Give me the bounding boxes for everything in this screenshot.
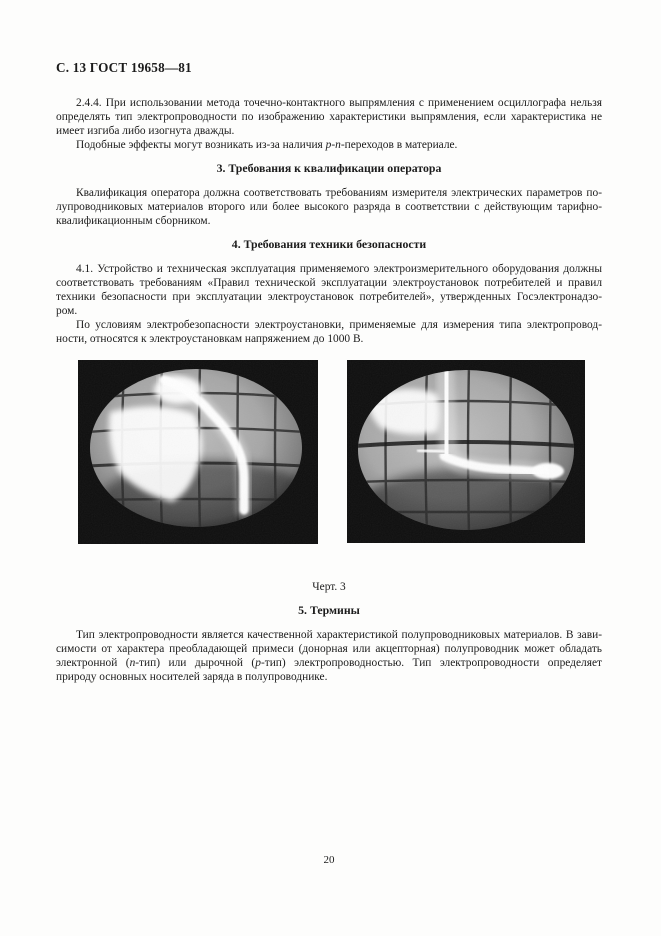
paragraph-terms bbox=[56, 628, 602, 684]
text-line: По условиям электробезопасности электроустановки, применяемые для измерения типа электропровод- bbox=[76, 319, 602, 331]
paragraph-4-1 bbox=[56, 262, 602, 346]
text-line-conductivity-types: электронной (n-тип) или дырочной (p-тип) электропроводностью. Тип электропроводности определяет bbox=[56, 657, 602, 669]
text-line-pn-junctions: Подобные эффекты могут возникать из-за наличия p-n-переходов в материале. bbox=[76, 139, 458, 151]
text-line: симости от характера преобладающей примеси (донорная или акцепторная) полупроводник может обладать bbox=[56, 643, 602, 655]
section-heading-safety: 4. Требования техники безопасности bbox=[231, 237, 427, 251]
film-grain bbox=[78, 360, 318, 544]
text-line: 2.4.4. При использовании метода точечно-контактного выпрямления с применением осциллографа нельзя bbox=[76, 97, 602, 109]
text-line: ром. bbox=[56, 305, 78, 317]
text-line: ности, относятся к электроустановкам напряжением до 1000 В. bbox=[56, 333, 364, 345]
film-grain bbox=[347, 360, 585, 543]
text-line: Тип электропроводности является качественной характеристикой полупроводниковых материалов. В зави- bbox=[76, 629, 602, 641]
paragraph-operator-qualification bbox=[56, 186, 602, 228]
text-line: соответствовать требованиям «Правил технической эксплуатации электроустановок потребителей и правил bbox=[56, 277, 602, 289]
text-line: природу основных носителей заряда в полупроводнике. bbox=[56, 671, 328, 683]
oscillogram-photo-1 bbox=[78, 360, 318, 544]
page-content bbox=[56, 60, 602, 867]
text-line: имеет изгиба либо изогнута дважды. bbox=[56, 125, 235, 137]
section-heading-terms: 5. Термины bbox=[298, 603, 360, 617]
oscillogram-photo-2 bbox=[347, 360, 585, 543]
text-line: квалификационным сборником. bbox=[56, 215, 211, 227]
text-line: Квалификация оператора должна соответствовать требованиям измерителя электрических параметров по- bbox=[76, 187, 602, 199]
figure-caption: Черт. 3 bbox=[312, 581, 346, 593]
text-line: определять тип электропроводности по изображению характеристики выпрямления, если характеристика не bbox=[56, 111, 602, 123]
text-line: лупроводниковых материалов второго или более высокого разряда в соответствии с действующим тарифно- bbox=[56, 201, 602, 213]
text-line: техники безопасности при эксплуатации электроустановок потребителей», утвержденных Госэлектронадзо- bbox=[56, 291, 602, 303]
figure-photos-row bbox=[78, 360, 602, 544]
section-heading-operator-qualification: 3. Требования к квалификации оператора bbox=[216, 161, 442, 175]
paragraph-2-4-4 bbox=[56, 96, 602, 152]
text-line: 4.1. Устройство и техническая эксплуатация применяемого электроизмерительного оборудования должны bbox=[76, 263, 602, 275]
page-number: 20 bbox=[323, 854, 335, 866]
page-header: С. 13 ГОСТ 19658—81 bbox=[56, 60, 192, 75]
